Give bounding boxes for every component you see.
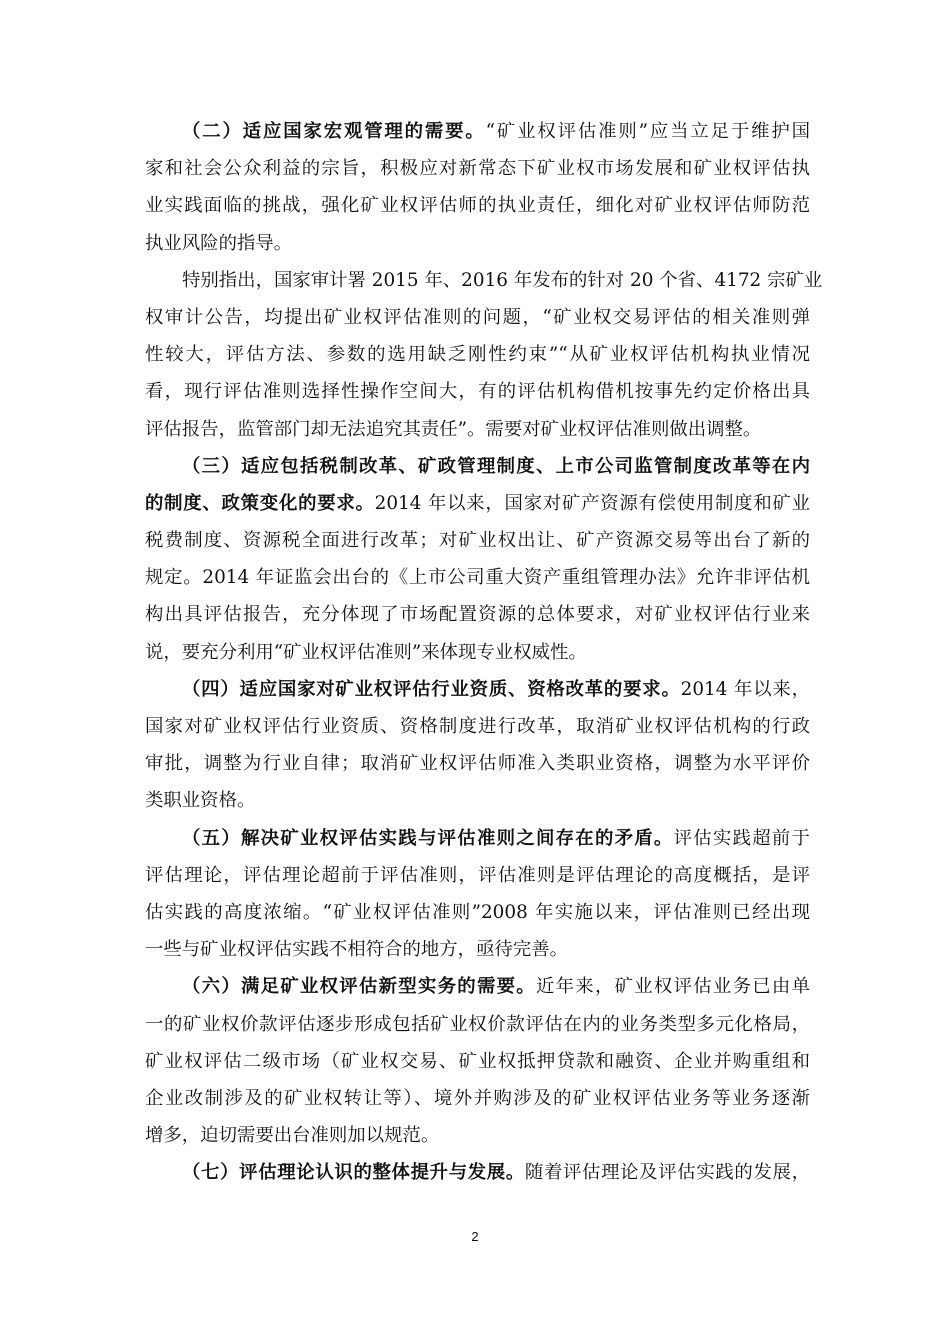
text-line: （四）适应国家对矿业权评估行业资质、资格改革的要求。2014 年以来， — [182, 678, 810, 700]
text-line: 权审计公告，均提出矿业权评估准则的问题，“矿业权交易评估的相关准则弹 — [145, 306, 810, 328]
text-line: 特别指出，国家审计署 2015 年、2016 年发布的针对 20 个省、4172 宗矿业 — [182, 269, 823, 291]
section-heading: （七）评估理论认识的整体提升与发展。 — [182, 1162, 525, 1184]
text-line: 税费制度、资源税全面进行改革；对矿业权出让、矿产资源交易等出台了新的 — [145, 530, 810, 552]
text-line: 说，要充分利用“矿业权评估准则”来体现专业权威性。 — [145, 641, 587, 663]
section-heading: （五）解决矿业权评估实践与评估准则之间存在的矛盾。 — [182, 827, 674, 849]
text-line: 评估报告，监管部门却无法追究其责任”。需要对矿业权评估准则做出调整。 — [145, 418, 762, 440]
text-line: 增多，迫切需要出台准则加以规范。 — [145, 1125, 440, 1147]
text-line: 一的矿业权价款评估逐步形成包括矿业权价款评估在内的业务类型多元化格局， — [145, 1013, 810, 1035]
paragraph-theory-development — [145, 1154, 810, 1191]
document-body — [145, 113, 823, 1191]
text-line: （五）解决矿业权评估实践与评估准则之间存在的矛盾。评估实践超前于 — [182, 827, 810, 849]
text-line: 类职业资格。 — [145, 790, 256, 812]
section-heading: （六）满足矿业权评估新型实务的需要。 — [182, 976, 536, 998]
text-line: （二）适应国家宏观管理的需要。“矿业权评估准则”应当立足于维护国 — [182, 121, 810, 142]
text-line: 业实践面临的挑战，强化矿业权评估师的执业责任，细化对矿业权评估师防范 — [145, 195, 810, 217]
paragraph-macro-management — [145, 113, 810, 262]
text-line: 规定。2014 年证监会出台的《上市公司重大资产重组管理办法》允许非评估机 — [145, 567, 810, 589]
section-heading: （三）适应包括税制改革、矿政管理制度、上市公司监管制度改革等在内 — [182, 455, 810, 477]
text-line: 审批，调整为行业自律；取消矿业权评估师准入类职业资格，调整为水平评价 — [145, 753, 810, 775]
text-line: 一些与矿业权评估实践不相符合的地方，亟待完善。 — [145, 939, 568, 961]
paragraph-new-business — [145, 968, 810, 1154]
paragraph-audit-notice — [145, 262, 823, 448]
page-number: 2 — [471, 1229, 479, 1244]
text-line: 性较大，评估方法、参数的选用缺乏刚性约束”“从矿业权评估机构执业情况 — [145, 344, 810, 366]
text-line — [145, 448, 810, 485]
text-line: 家和社会公众利益的宗旨，积极应对新常态下矿业权市场发展和矿业权评估执 — [145, 158, 810, 180]
text-line: 估实践的高度浓缩。“矿业权评估准则”2008 年实施以来，评估准则已经出现 — [145, 901, 810, 923]
section-heading: （四）适应国家对矿业权评估行业资质、资格改革的要求。 — [182, 678, 681, 700]
text-line: 矿业权评估二级市场（矿业权交易、矿业权抵押贷款和融资、企业并购重组和 — [145, 1050, 810, 1072]
section-heading-cont: 的制度、政策变化的要求。 — [145, 492, 375, 514]
text-line: 的制度、政策变化的要求。2014 年以来，国家对矿产资源有偿使用制度和矿业 — [145, 492, 810, 514]
text-line: 执业风险的指导。 — [145, 232, 293, 254]
text-line: 看，现行评估准则选择性操作空间大，有的评估机构借机按事先约定价格出具 — [145, 381, 810, 403]
paragraph-qualification-reform — [145, 671, 810, 820]
text-line: 国家对矿业权评估行业资质、资格制度进行改革，取消矿业权评估机构的行政 — [145, 716, 810, 737]
text-line: 企业改制涉及的矿业权转让等）、境外并购涉及的矿业权评估业务等业务逐渐 — [145, 1087, 810, 1109]
text-line: 评估理论，评估理论超前于评估准则，评估准则是评估理论的高度概括，是评 — [145, 864, 810, 886]
paragraph-practice-contradiction — [145, 820, 810, 969]
paragraph-policy-changes — [145, 448, 810, 671]
text-line: （六）满足矿业权评估新型实务的需要。近年来，矿业权评估业务已由单 — [182, 976, 810, 998]
text-line: （七）评估理论认识的整体提升与发展。随着评估理论及评估实践的发展， — [182, 1162, 810, 1184]
section-heading: （二）适应国家宏观管理的需要。 — [182, 121, 486, 142]
text-line: 构出具评估报告，充分体现了市场配置资源的总体要求，对矿业权评估行业来 — [145, 604, 810, 626]
